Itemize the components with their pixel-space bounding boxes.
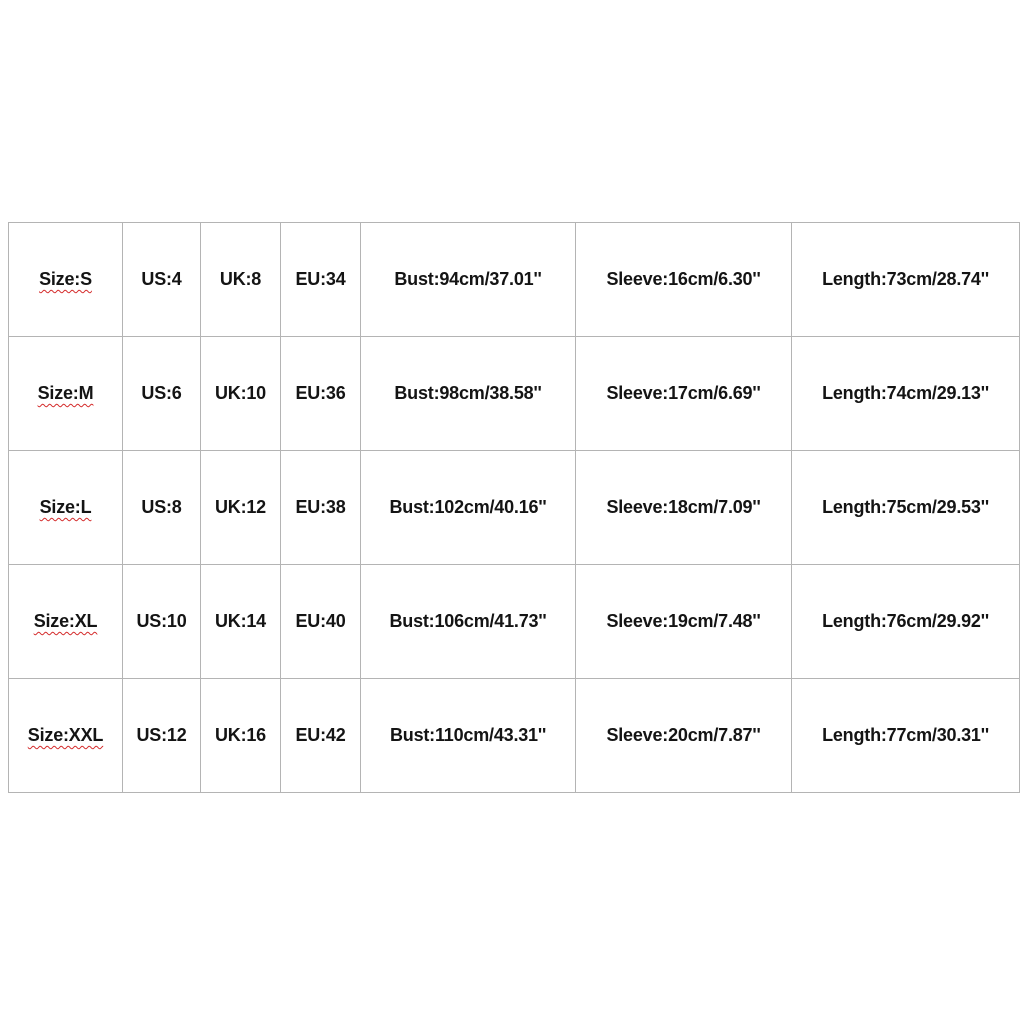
- size-row-xl: [9, 565, 1020, 679]
- eu-size-cell: EU:38: [281, 451, 361, 565]
- uk-size-cell: UK:12: [201, 451, 281, 565]
- length-cell: Length:73cm/28.74'': [792, 223, 1020, 337]
- us-size-cell: US:4: [123, 223, 201, 337]
- size-cell: [9, 223, 123, 337]
- us-size-cell: US:12: [123, 679, 201, 793]
- size-chart-table: [8, 222, 1020, 793]
- eu-size-cell: EU:42: [281, 679, 361, 793]
- size-cell: [9, 565, 123, 679]
- size-cell: [9, 337, 123, 451]
- size-cell: [9, 451, 123, 565]
- size-row-m: [9, 337, 1020, 451]
- bust-cell: Bust:106cm/41.73'': [361, 565, 576, 679]
- size-label: Size:XXL: [27, 725, 104, 745]
- length-cell: Length:76cm/29.92'': [792, 565, 1020, 679]
- sleeve-cell: Sleeve:20cm/7.87'': [576, 679, 792, 793]
- bust-cell: Bust:102cm/40.16'': [361, 451, 576, 565]
- us-size-cell: US:10: [123, 565, 201, 679]
- bust-cell: Bust:98cm/38.58'': [361, 337, 576, 451]
- uk-size-cell: UK:8: [201, 223, 281, 337]
- eu-size-cell: EU:40: [281, 565, 361, 679]
- size-label: Size:XL: [33, 611, 98, 631]
- sleeve-cell: Sleeve:18cm/7.09'': [576, 451, 792, 565]
- bust-cell: Bust:110cm/43.31'': [361, 679, 576, 793]
- sleeve-cell: Sleeve:16cm/6.30'': [576, 223, 792, 337]
- size-label: Size:M: [37, 383, 94, 403]
- sleeve-cell: Sleeve:19cm/7.48'': [576, 565, 792, 679]
- size-row-l: [9, 451, 1020, 565]
- size-row-xxl: [9, 679, 1020, 793]
- size-cell: [9, 679, 123, 793]
- eu-size-cell: EU:34: [281, 223, 361, 337]
- size-label: Size:S: [39, 269, 92, 289]
- length-cell: Length:74cm/29.13'': [792, 337, 1020, 451]
- length-cell: Length:75cm/29.53'': [792, 451, 1020, 565]
- uk-size-cell: UK:10: [201, 337, 281, 451]
- size-row-s: [9, 223, 1020, 337]
- size-label: Size:L: [39, 497, 92, 517]
- us-size-cell: US:8: [123, 451, 201, 565]
- bust-cell: Bust:94cm/37.01'': [361, 223, 576, 337]
- sleeve-cell: Sleeve:17cm/6.69'': [576, 337, 792, 451]
- uk-size-cell: UK:14: [201, 565, 281, 679]
- length-cell: Length:77cm/30.31'': [792, 679, 1020, 793]
- uk-size-cell: UK:16: [201, 679, 281, 793]
- eu-size-cell: EU:36: [281, 337, 361, 451]
- us-size-cell: US:6: [123, 337, 201, 451]
